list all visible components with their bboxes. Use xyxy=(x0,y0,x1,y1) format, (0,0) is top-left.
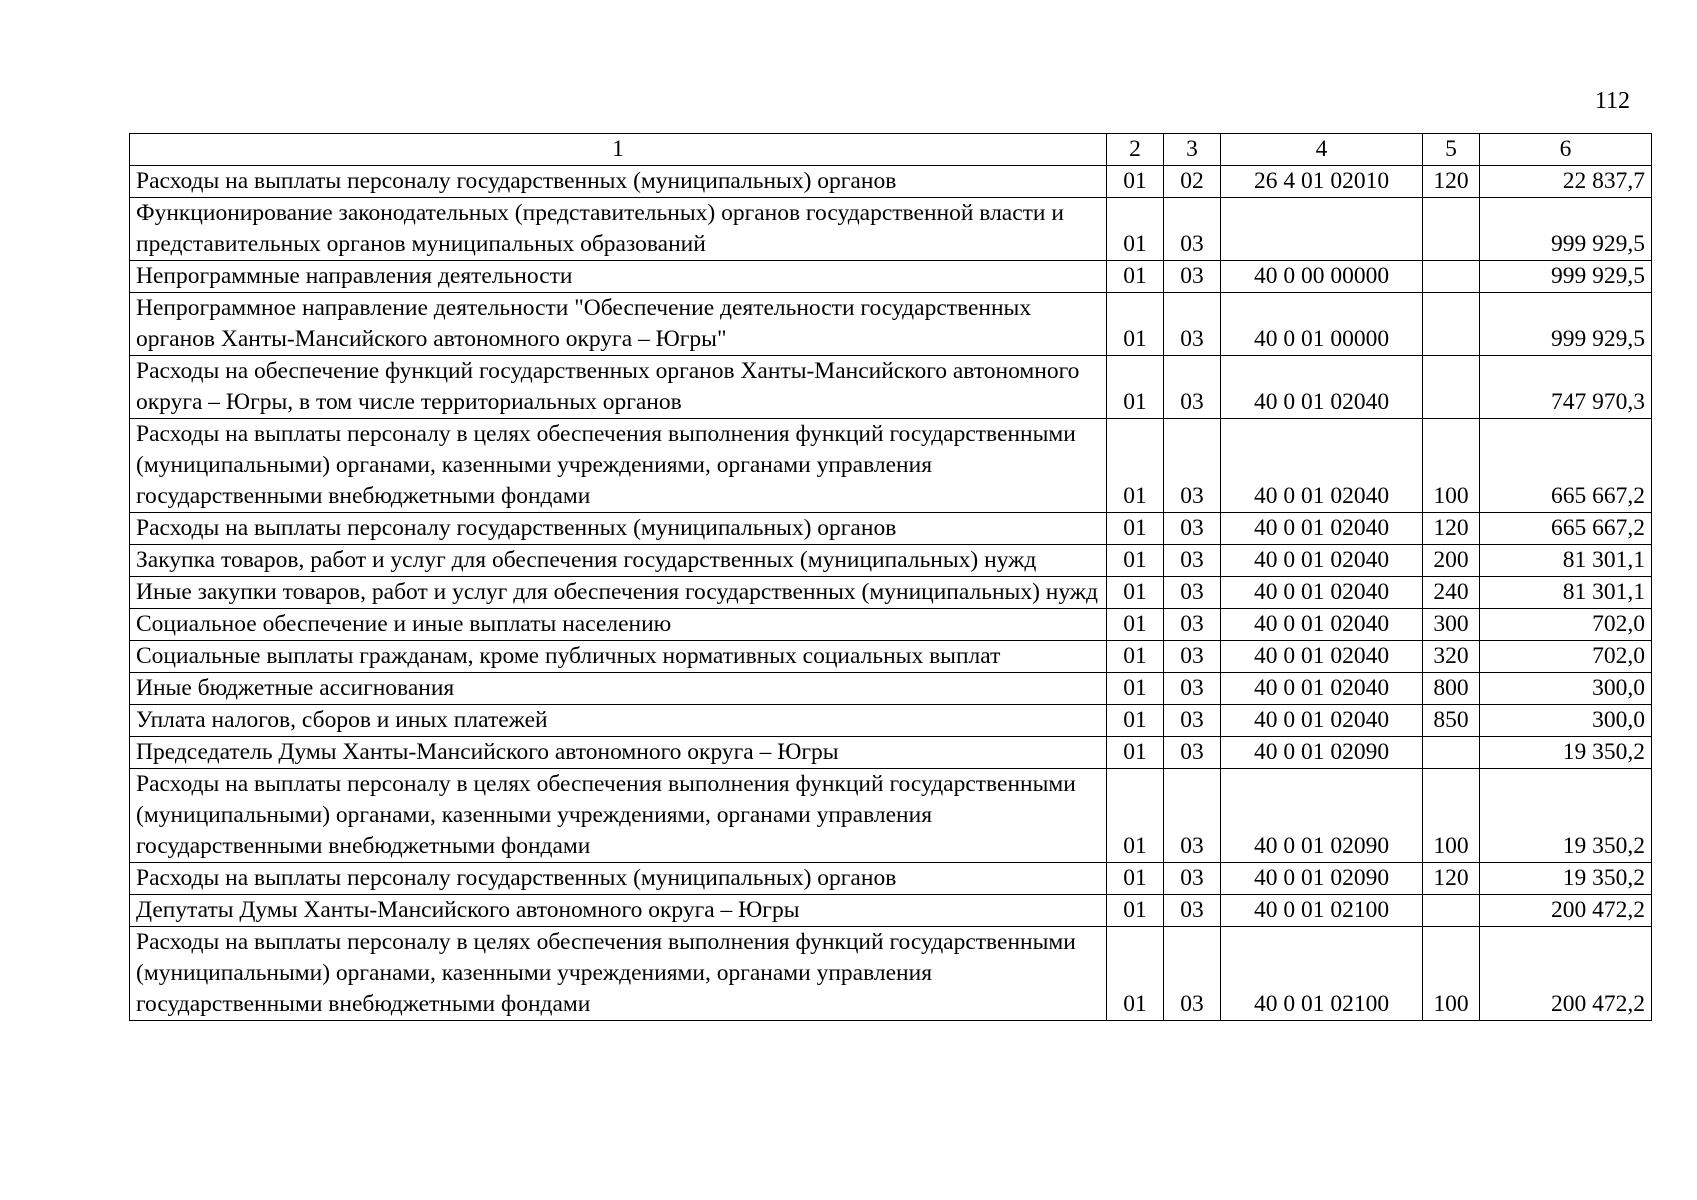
table-row xyxy=(130,545,1652,577)
subsection-code-cell: 03 xyxy=(1164,895,1221,927)
expense-name-cell: Закупка товаров, работ и услуг для обеспечения государственных (муниципальных) нужд xyxy=(130,545,1107,577)
subsection-code-cell: 03 xyxy=(1164,737,1221,769)
expense-name-cell: Расходы на выплаты персоналу государственных (муниципальных) органов xyxy=(130,513,1107,545)
target-article-cell: 40 0 01 02090 xyxy=(1221,863,1423,895)
table-body xyxy=(130,166,1652,1021)
table-row xyxy=(130,769,1652,863)
subsection-code-cell: 03 xyxy=(1164,356,1221,419)
section-code-cell: 01 xyxy=(1107,927,1164,1021)
subsection-code-cell: 02 xyxy=(1164,166,1221,198)
amount-cell: 999 929,5 xyxy=(1480,261,1652,293)
target-article-cell: 40 0 01 00000 xyxy=(1221,293,1423,356)
expense-name-cell: Социальные выплаты гражданам, кроме публичных нормативных социальных выплат xyxy=(130,641,1107,673)
amount-cell: 81 301,1 xyxy=(1480,545,1652,577)
section-code-cell: 01 xyxy=(1107,705,1164,737)
section-code-cell: 01 xyxy=(1107,641,1164,673)
expense-name-cell: Непрограммное направление деятельности "Обеспечение деятельности государственных органов Ханты-Мансийского автономного округа – Югры" xyxy=(130,293,1107,356)
expense-type-cell: 850 xyxy=(1423,705,1480,737)
amount-cell: 81 301,1 xyxy=(1480,577,1652,609)
subsection-code-cell: 03 xyxy=(1164,261,1221,293)
column-header-5: 5 xyxy=(1423,134,1480,166)
amount-cell: 300,0 xyxy=(1480,705,1652,737)
subsection-code-cell: 03 xyxy=(1164,293,1221,356)
budget-table xyxy=(129,133,1652,1021)
target-article-cell xyxy=(1221,198,1423,261)
expense-type-cell xyxy=(1423,737,1480,769)
expense-type-cell xyxy=(1423,261,1480,293)
table-row xyxy=(130,641,1652,673)
section-code-cell: 01 xyxy=(1107,166,1164,198)
table-row xyxy=(130,927,1652,1021)
subsection-code-cell: 03 xyxy=(1164,863,1221,895)
subsection-code-cell: 03 xyxy=(1164,641,1221,673)
section-code-cell: 01 xyxy=(1107,863,1164,895)
section-code-cell: 01 xyxy=(1107,577,1164,609)
expense-type-cell: 320 xyxy=(1423,641,1480,673)
table-row xyxy=(130,863,1652,895)
expense-type-cell xyxy=(1423,356,1480,419)
expense-type-cell: 100 xyxy=(1423,769,1480,863)
amount-cell: 747 970,3 xyxy=(1480,356,1652,419)
subsection-code-cell: 03 xyxy=(1164,927,1221,1021)
table-row xyxy=(130,737,1652,769)
expense-name-cell: Расходы на выплаты персоналу государственных (муниципальных) органов xyxy=(130,166,1107,198)
expense-type-cell: 120 xyxy=(1423,513,1480,545)
target-article-cell: 40 0 01 02040 xyxy=(1221,545,1423,577)
expense-type-cell: 120 xyxy=(1423,166,1480,198)
expense-type-cell: 300 xyxy=(1423,609,1480,641)
table-row xyxy=(130,673,1652,705)
subsection-code-cell: 03 xyxy=(1164,609,1221,641)
section-code-cell: 01 xyxy=(1107,609,1164,641)
table-row xyxy=(130,513,1652,545)
amount-cell: 19 350,2 xyxy=(1480,863,1652,895)
section-code-cell: 01 xyxy=(1107,261,1164,293)
amount-cell: 200 472,2 xyxy=(1480,927,1652,1021)
expense-type-cell xyxy=(1423,293,1480,356)
table-row xyxy=(130,419,1652,513)
expense-name-cell: Председатель Думы Ханты-Мансийского автономного округа – Югры xyxy=(130,737,1107,769)
section-code-cell: 01 xyxy=(1107,198,1164,261)
section-code-cell: 01 xyxy=(1107,545,1164,577)
subsection-code-cell: 03 xyxy=(1164,198,1221,261)
expense-type-cell: 240 xyxy=(1423,577,1480,609)
expense-type-cell: 120 xyxy=(1423,863,1480,895)
expense-name-cell: Непрограммные направления деятельности xyxy=(130,261,1107,293)
target-article-cell: 40 0 01 02040 xyxy=(1221,673,1423,705)
expense-name-cell: Расходы на обеспечение функций государственных органов Ханты-Мансийского автономного округа – Югры, в том числе территориальных органов xyxy=(130,356,1107,419)
target-article-cell: 40 0 01 02090 xyxy=(1221,769,1423,863)
page-number: 112 xyxy=(1594,88,1630,114)
expense-name-cell: Расходы на выплаты персоналу в целях обеспечения выполнения функций государственными (муниципальными) органами, казенными учреждениями, органами управления государственными внебюджетными фондами xyxy=(130,769,1107,863)
column-header-4: 4 xyxy=(1221,134,1423,166)
target-article-cell: 40 0 01 02040 xyxy=(1221,705,1423,737)
section-code-cell: 01 xyxy=(1107,513,1164,545)
target-article-cell: 40 0 01 02090 xyxy=(1221,737,1423,769)
target-article-cell: 40 0 01 02040 xyxy=(1221,356,1423,419)
amount-cell: 22 837,7 xyxy=(1480,166,1652,198)
section-code-cell: 01 xyxy=(1107,356,1164,419)
expense-type-cell xyxy=(1423,895,1480,927)
table-row xyxy=(130,577,1652,609)
section-code-cell: 01 xyxy=(1107,673,1164,705)
table-row xyxy=(130,705,1652,737)
target-article-cell: 40 0 01 02100 xyxy=(1221,895,1423,927)
section-code-cell: 01 xyxy=(1107,419,1164,513)
section-code-cell: 01 xyxy=(1107,293,1164,356)
target-article-cell: 40 0 01 02040 xyxy=(1221,641,1423,673)
expense-name-cell: Иные закупки товаров, работ и услуг для обеспечения государственных (муниципальных) нужд xyxy=(130,577,1107,609)
target-article-cell: 40 0 01 02040 xyxy=(1221,609,1423,641)
amount-cell: 999 929,5 xyxy=(1480,293,1652,356)
expense-name-cell: Иные бюджетные ассигнования xyxy=(130,673,1107,705)
column-header-6: 6 xyxy=(1480,134,1652,166)
target-article-cell: 40 0 00 00000 xyxy=(1221,261,1423,293)
table-row xyxy=(130,166,1652,198)
expense-type-cell: 100 xyxy=(1423,927,1480,1021)
amount-cell: 999 929,5 xyxy=(1480,198,1652,261)
expense-name-cell: Уплата налогов, сборов и иных платежей xyxy=(130,705,1107,737)
subsection-code-cell: 03 xyxy=(1164,705,1221,737)
target-article-cell: 40 0 01 02040 xyxy=(1221,419,1423,513)
table-row xyxy=(130,261,1652,293)
table-row xyxy=(130,293,1652,356)
expense-name-cell: Функционирование законодательных (представительных) органов государственной власти и представительных органов муниципальных образований xyxy=(130,198,1107,261)
subsection-code-cell: 03 xyxy=(1164,419,1221,513)
section-code-cell: 01 xyxy=(1107,895,1164,927)
expense-name-cell: Расходы на выплаты персоналу государственных (муниципальных) органов xyxy=(130,863,1107,895)
section-code-cell: 01 xyxy=(1107,737,1164,769)
amount-cell: 665 667,2 xyxy=(1480,419,1652,513)
subsection-code-cell: 03 xyxy=(1164,769,1221,863)
amount-cell: 300,0 xyxy=(1480,673,1652,705)
table-row xyxy=(130,895,1652,927)
amount-cell: 665 667,2 xyxy=(1480,513,1652,545)
table-row xyxy=(130,198,1652,261)
amount-cell: 19 350,2 xyxy=(1480,737,1652,769)
expense-type-cell: 800 xyxy=(1423,673,1480,705)
expense-name-cell: Социальное обеспечение и иные выплаты населению xyxy=(130,609,1107,641)
expense-type-cell xyxy=(1423,198,1480,261)
column-header-2: 2 xyxy=(1107,134,1164,166)
subsection-code-cell: 03 xyxy=(1164,513,1221,545)
section-code-cell: 01 xyxy=(1107,769,1164,863)
table-row xyxy=(130,609,1652,641)
column-header-3: 3 xyxy=(1164,134,1221,166)
expense-type-cell: 100 xyxy=(1423,419,1480,513)
expense-name-cell: Расходы на выплаты персоналу в целях обеспечения выполнения функций государственными (муниципальными) органами, казенными учреждениями, органами управления государственными внебюджетными фондами xyxy=(130,419,1107,513)
subsection-code-cell: 03 xyxy=(1164,545,1221,577)
expense-name-cell: Расходы на выплаты персоналу в целях обеспечения выполнения функций государственными (муниципальными) органами, казенными учреждениями, органами управления государственными внебюджетными фондами xyxy=(130,927,1107,1021)
target-article-cell: 40 0 01 02100 xyxy=(1221,927,1423,1021)
target-article-cell: 40 0 01 02040 xyxy=(1221,513,1423,545)
target-article-cell: 26 4 01 02010 xyxy=(1221,166,1423,198)
amount-cell: 19 350,2 xyxy=(1480,769,1652,863)
subsection-code-cell: 03 xyxy=(1164,673,1221,705)
table-header-row xyxy=(130,134,1652,166)
subsection-code-cell: 03 xyxy=(1164,577,1221,609)
amount-cell: 702,0 xyxy=(1480,641,1652,673)
expense-type-cell: 200 xyxy=(1423,545,1480,577)
amount-cell: 702,0 xyxy=(1480,609,1652,641)
amount-cell: 200 472,2 xyxy=(1480,895,1652,927)
column-header-1: 1 xyxy=(130,134,1107,166)
table-row xyxy=(130,356,1652,419)
expense-name-cell: Депутаты Думы Ханты-Мансийского автономного округа – Югры xyxy=(130,895,1107,927)
target-article-cell: 40 0 01 02040 xyxy=(1221,577,1423,609)
